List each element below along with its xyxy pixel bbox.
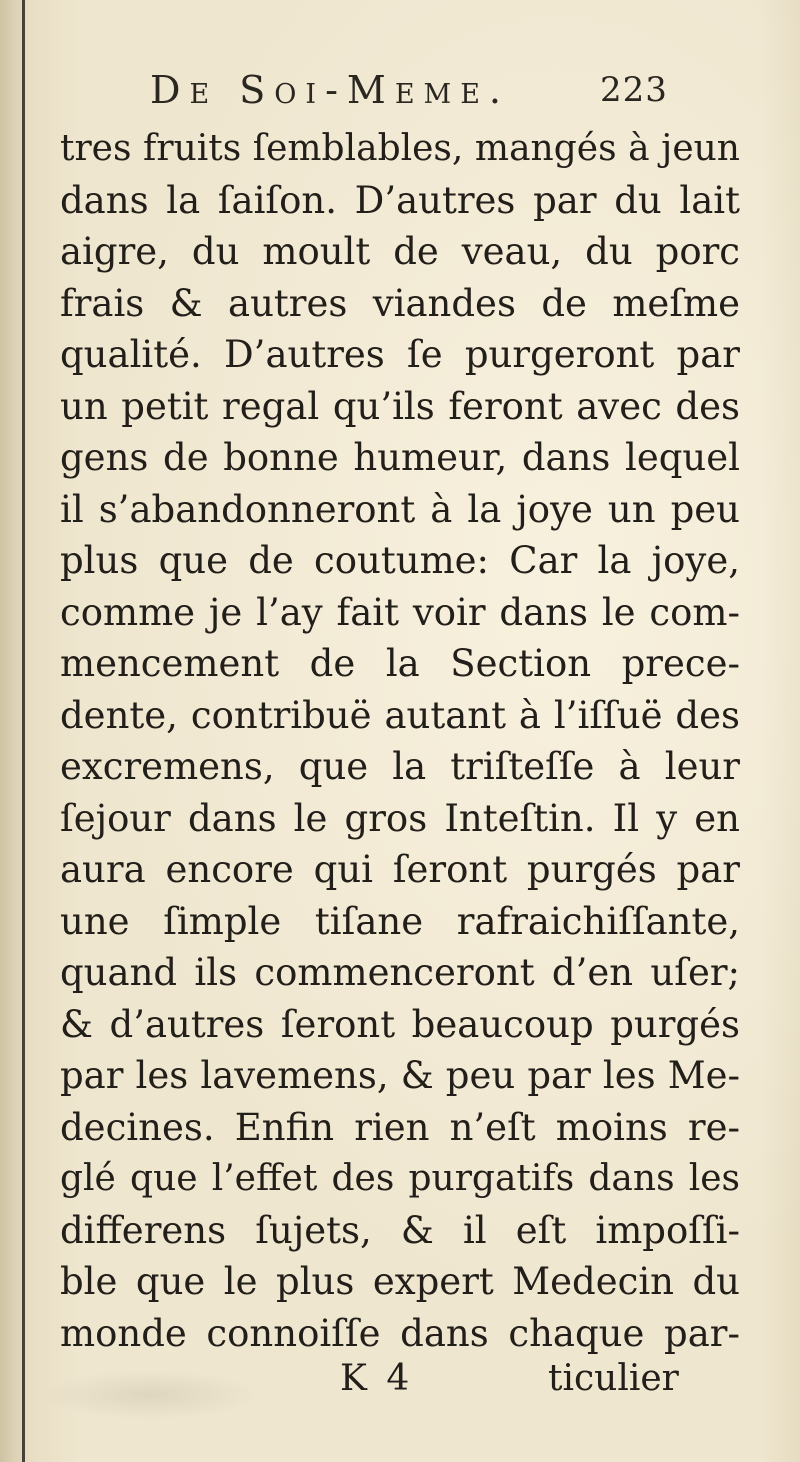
text-line: il s’abandonneront à la joye un peu	[60, 487, 740, 531]
text-line: monde connoiſſe dans chaque par-	[60, 1311, 740, 1355]
text-line: un petit regal qu’ils feront avec des	[60, 384, 740, 428]
text-line: excremens, que la triſteſſe à leur	[60, 745, 740, 788]
text-line: gens de bonne humeur, dans lequel	[60, 436, 740, 479]
binding-edge	[22, 0, 25, 1462]
text-line: tres fruits ſemblables, mangés à jeun	[60, 128, 740, 169]
text-line: aigre, du moult de veau, du porc	[60, 230, 740, 273]
text-line: quand ils commenceront d’en uſer;	[60, 951, 740, 994]
text-line: dans la ſaiſon. D’autres par du lait	[60, 178, 740, 222]
body-text	[60, 123, 740, 1359]
text-line: frais & autres viandes de meſme	[60, 281, 740, 325]
signature-mark: K 4	[340, 1358, 414, 1399]
catchword: ticulier	[548, 1358, 679, 1399]
text-line: mencement de la Section prece-	[60, 642, 740, 685]
text-line: dente, contribuë autant à l’iſſuë des	[60, 693, 740, 737]
text-line: plus que de coutume: Car la joye,	[60, 539, 740, 582]
text-line: & d’autres ſeront beaucoup purgés	[60, 1002, 740, 1046]
text-line: ſejour dans le gros Inteſtin. Il y en	[60, 796, 740, 840]
show-through-stain	[40, 1370, 260, 1420]
text-line: aura encore qui ſeront purgés par	[60, 848, 740, 891]
text-line: une ſimple tiſane rafraichiſſante,	[60, 899, 740, 943]
text-line: decines. Enfin rien n’eſt moins re-	[60, 1105, 740, 1149]
text-line: ble que le plus expert Medecin du	[60, 1260, 740, 1303]
text-line: qualité. D’autres ſe purgeront par	[60, 333, 740, 376]
page-number: 223	[600, 70, 668, 110]
text-line: comme je l’ay fait voir dans le com-	[60, 590, 740, 634]
text-line: differens ſujets, & il eſt impoſſi-	[60, 1208, 740, 1252]
text-line: par les lavemens, & peu par les Me-	[60, 1054, 740, 1097]
running-head-title: De Soi-Meme.	[150, 68, 510, 112]
text-line: glé que l’effet des purgatifs dans les	[60, 1158, 740, 1199]
